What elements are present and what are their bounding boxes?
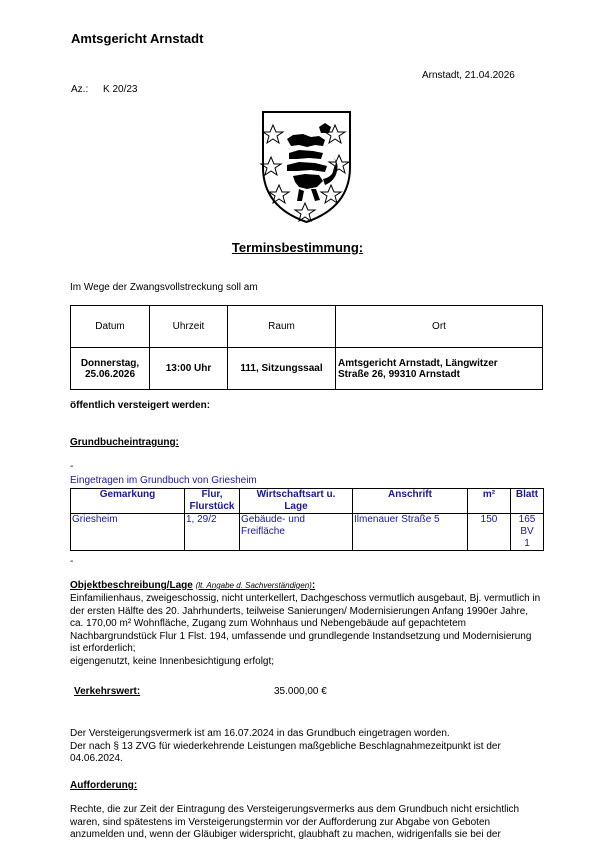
header-qm: m² (468, 489, 511, 514)
appointment-room: 111, Sitzungssaal (228, 348, 336, 390)
cell-flur: 1, 29/2 (185, 514, 240, 551)
header-datum: Datum (71, 306, 150, 348)
coat-of-arms-icon (259, 109, 354, 225)
appointment-date (71, 348, 150, 390)
object-description-heading (70, 580, 315, 591)
note-line: Der Versteigerungsvermerk ist am 16.07.2024 in das Grundbuch eingetragen worden. (70, 728, 450, 739)
header-blatt: Blatt (511, 489, 544, 514)
header-raum: Raum (228, 306, 336, 348)
land-register-table (70, 488, 544, 551)
auction-note (70, 728, 590, 766)
file-number-label: Az.: (71, 84, 89, 95)
object-line: eigengenutzt, keine Innenbesichtigung erfolgt; (70, 655, 275, 667)
market-value-label: Verkehrswert: (74, 686, 141, 697)
table-header-row (71, 489, 544, 514)
separator-dash: - (70, 556, 74, 567)
header-ort: Ort (336, 306, 543, 348)
note-line: 04.06.2024. (70, 753, 123, 765)
appointment-table (70, 305, 543, 390)
page-title: Terminsbestimmung: (231, 240, 364, 255)
register-entry-text: Eingetragen im Grundbuch von Griesheim (70, 475, 257, 486)
request-line: anzumelden und, wenn der Gläubiger widerspricht, glaubhaft zu machen, widrigenfalls sie bei der (70, 829, 501, 841)
table-header-row (71, 306, 543, 348)
file-number: K 20/23 (103, 84, 138, 95)
cell-blatt: 165 BV 1 (511, 514, 544, 551)
header-uhrzeit: Uhrzeit (150, 306, 228, 348)
object-line: Nachbargrundstück Flur 1 Flst. 194, umfassende und grundlegende Instandsetzung und Modernisierung (70, 630, 532, 642)
request-heading: Aufforderung: (70, 780, 138, 791)
cell-wirtschaftsart: Gebäude- und Freifläche (240, 514, 353, 551)
request-line: Rechte, die zur Zeit der Eintragung des Versteigerungsvermerks aus dem Grundbuch nicht ersichtlich (70, 804, 520, 815)
appointment-place (336, 348, 543, 390)
date-line-1: Donnerstag, (80, 357, 140, 369)
appointment-time: 13:00 Uhr (150, 348, 228, 390)
note-line: Der nach § 13 ZVG für wiederkehrende Leistungen maßgebliche Beschlagnahmezeitpunkt ist der (70, 740, 501, 752)
auction-statement: öffentlich versteigert werden: (70, 400, 211, 411)
header-gemarkung: Gemarkung (71, 489, 185, 514)
object-heading-colon: : (311, 580, 316, 591)
cell-gemarkung: Griesheim (71, 514, 185, 551)
object-line: der ersten Hälfte des 20. Jahrhunderts, teilweise Sanierungen/ Modernisierungen Anfang 1990er Jahre, (70, 605, 529, 617)
object-line: Einfamilienhaus, zweigeschossig, nicht unterkellert, Dachgeschoss vermutlich ausgebaut, Bj. vermutlich in (70, 593, 541, 604)
cell-qm: 150 (468, 514, 511, 551)
date-line-2: 25.06.2026 (84, 368, 136, 380)
land-register-heading: Grundbucheintragung: (70, 437, 179, 448)
object-heading-text: Objektbeschreibung/Lage (70, 580, 193, 591)
header-wirtschaftsart: Wirtschaftsart u. Lage (240, 489, 353, 514)
table-row (71, 348, 543, 390)
place-date: Arnstadt, 21.04.2026 (422, 70, 515, 81)
header-anschrift: Anschrift (353, 489, 468, 514)
object-heading-note: (lt. Angabe d. Sachverständigen) (195, 581, 312, 590)
object-line: ca. 170,00 m² Wohnfläche, Zugang zum Wohnhaus und Nebengebäude auf gepachtetem (70, 618, 467, 630)
place-line-2: Straße 26, 99310 Arnstadt (338, 368, 460, 380)
table-row (71, 514, 544, 551)
market-value: 35.000,00 € (274, 686, 327, 697)
object-description (70, 593, 590, 669)
court-name: Amtsgericht Arnstadt (71, 31, 204, 46)
separator-dash: - (70, 461, 74, 472)
object-line: ist erforderlich; (70, 643, 136, 655)
header-flur: Flur, Flurstück (185, 489, 240, 514)
place-line-1: Amtsgericht Arnstadt, Längwitzer (338, 357, 498, 369)
cell-anschrift: Ilmenauer Straße 5 (353, 514, 468, 551)
request-text (70, 804, 590, 842)
request-line: waren, sind spätestens im Versteigerungstermin vor der Aufforderung zur Abgabe von Geboten (70, 816, 491, 828)
intro-text: Im Wege der Zwangsvollstreckung soll am (70, 282, 258, 293)
